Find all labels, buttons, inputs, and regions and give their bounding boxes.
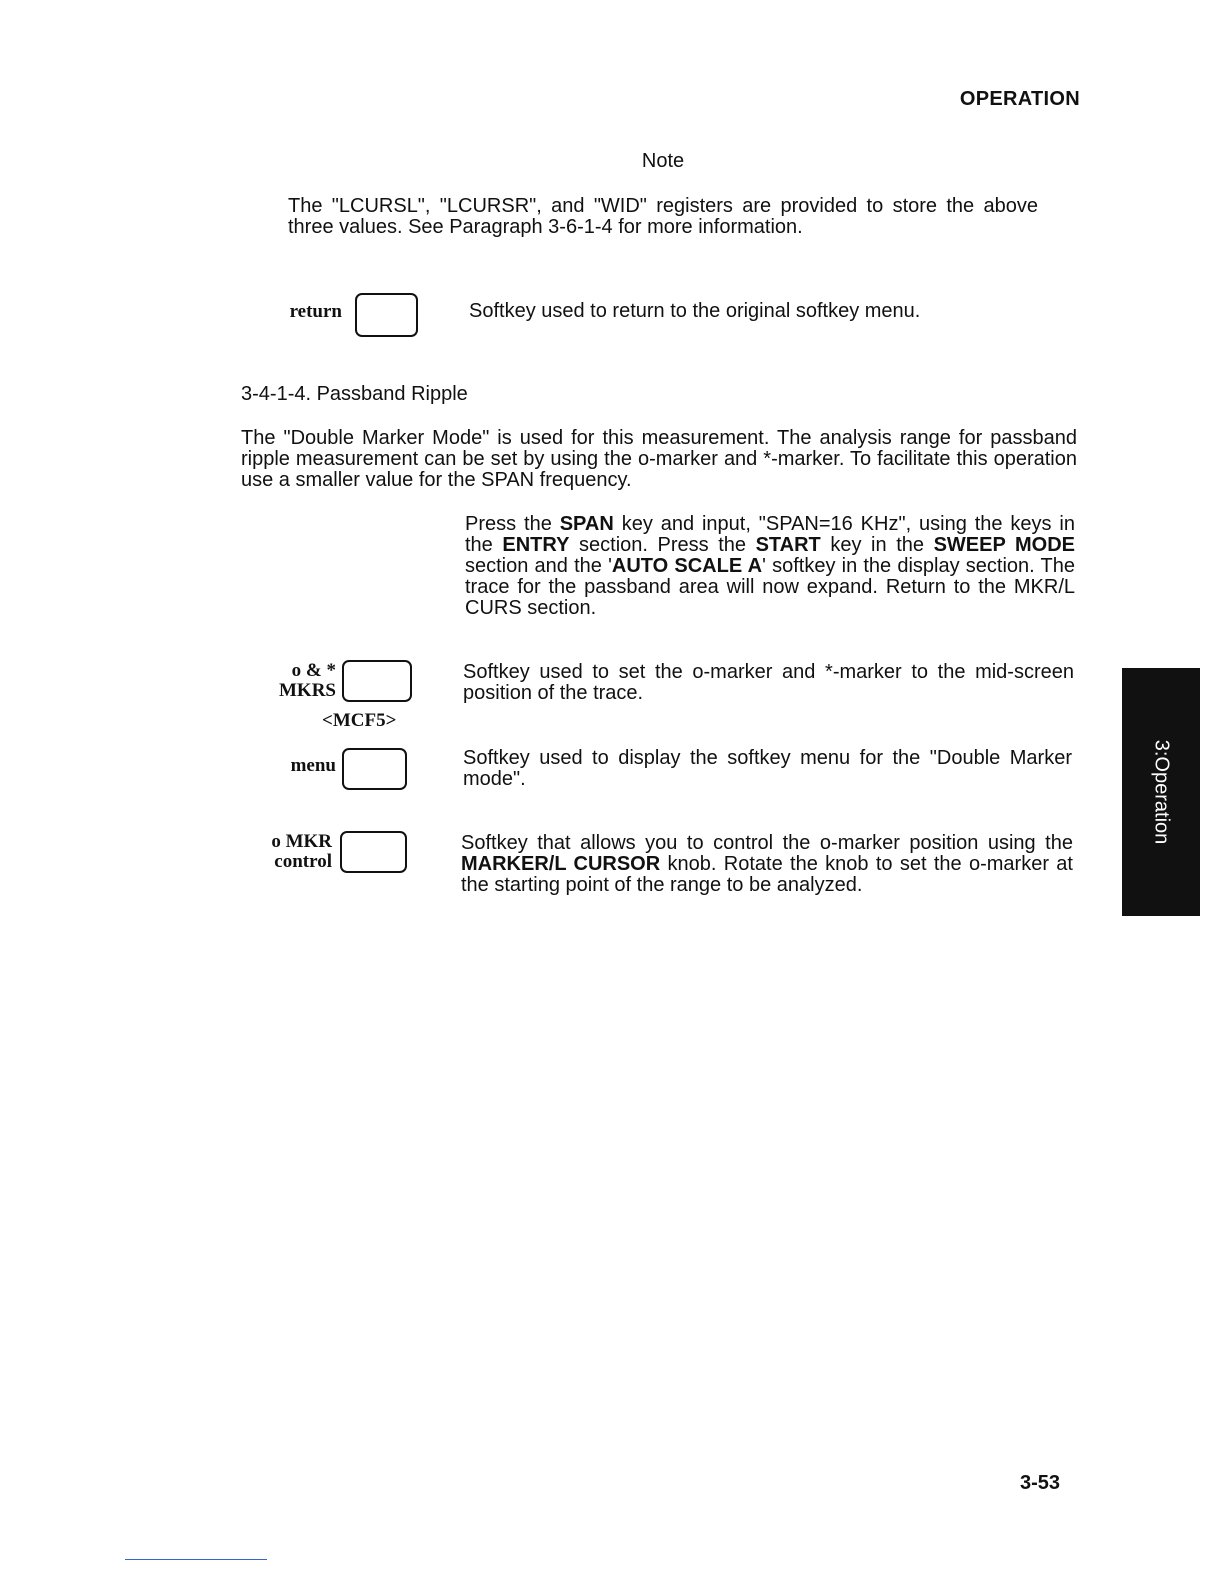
mkrs-softkey[interactable]	[342, 660, 412, 702]
menu-description: Softkey used to display the softkey menu for the "Double Marker mode".	[463, 747, 1072, 790]
menu-softkey[interactable]	[342, 748, 407, 790]
bottom-rule	[125, 1559, 267, 1560]
auto-scale-softkey-name: AUTO SCALE A	[611, 555, 763, 577]
return-softkey[interactable]	[355, 293, 418, 337]
section-heading: 3-4-1-4. Passband Ripple	[241, 383, 468, 405]
span-key-name: SPAN	[559, 513, 614, 535]
note-title: Note	[641, 150, 685, 172]
marker-cursor-knob-name: MARKER/L CURSOR	[461, 853, 661, 875]
page-number: 3-53	[1019, 1472, 1060, 1494]
menu-key-label: menu	[290, 755, 336, 776]
chapter-tab-label: 3:Operation	[1150, 739, 1173, 845]
note-body: The "LCURSL", "LCURSR", and "WID" registers are provided to store the above three values. See Paragraph 3-6-1-4 for more information.	[288, 195, 1038, 238]
omkr-key-label: o MKR control	[271, 831, 332, 872]
chapter-side-tab[interactable]	[1122, 668, 1200, 916]
mkrs-key-label: o & * MKRS	[279, 660, 336, 701]
mkrs-description: Softkey used to set the o-marker and *-marker to the mid-screen position of the trace.	[463, 661, 1074, 704]
start-key-name: START	[755, 534, 821, 556]
section-header: OPERATION	[959, 88, 1080, 110]
omkr-softkey[interactable]	[340, 831, 407, 873]
return-key-label: return	[289, 301, 342, 322]
sweep-mode-name: SWEEP MODE	[933, 534, 1076, 556]
section-intro: The "Double Marker Mode" is used for this measurement. The analysis range for passband ripple measurement can be set by using the o-marker and *-marker. To facilitate this operation use a smaller value for the SPAN frequency.	[241, 427, 1077, 491]
mcf5-code: <MCF5>	[322, 710, 397, 731]
entry-section-name: ENTRY	[502, 534, 570, 556]
omkr-description: Softkey that allows you to control the o-marker position using the MARKER/L CURSOR knob. Rotate the knob to set the o-marker at the starting point of the range to be analyzed.	[461, 832, 1073, 896]
return-description: Softkey used to return to the original softkey menu.	[469, 300, 921, 322]
press-paragraph: Press the SPAN key and input, "SPAN=16 KHz", using the keys in the ENTRY section. Press the START key in the SWEEP MODE section and the 'AUTO SCALE A' softkey in the display section. The trace for the passband area will now expand. Return to the MKR/L CURS section.	[465, 513, 1076, 619]
